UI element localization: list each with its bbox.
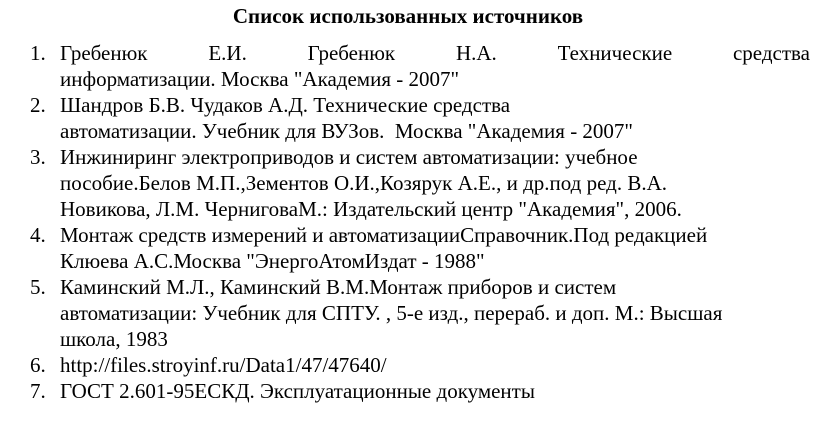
list-item bbox=[0, 378, 810, 404]
item-text-line: автоматизации. Учебник для ВУЗов. Москва "Академия - 2007" bbox=[60, 119, 634, 143]
item-text-line: информатизации. Москва "Академия - 2007" bbox=[60, 67, 460, 91]
list-item bbox=[0, 352, 810, 378]
list-item bbox=[0, 40, 810, 92]
item-text-line: Монтаж средств измерений и автоматизацииСправочник.Под редакцией bbox=[60, 223, 708, 247]
item-text-line: ГОСТ 2.601-95ЕСКД. Эксплуатационные документы bbox=[60, 379, 535, 403]
list-item bbox=[0, 144, 810, 222]
item-text-line: Шандров Б.В. Чудаков А.Д. Технические средства bbox=[60, 93, 511, 117]
item-number: 7. bbox=[30, 379, 46, 403]
item-text-line: школа, 1983 bbox=[60, 327, 168, 351]
item-text-line: Новикова, Л.М. ЧерниговаМ.: Издательский центр "Академия", 2006. bbox=[60, 197, 682, 221]
item-text-line: Каминский М.Л., Каминский В.М.Монтаж приборов и систем bbox=[60, 275, 617, 299]
list-item bbox=[0, 222, 810, 274]
list-item bbox=[0, 92, 810, 144]
item-text-line: Клюева А.С.Москва "ЭнергоАтомИздат - 1988" bbox=[60, 249, 485, 273]
item-text-line: автоматизации: Учебник для СПТУ. , 5-е изд., перераб. и доп. М.: Высшая bbox=[60, 301, 723, 325]
item-number: 4. bbox=[30, 223, 46, 247]
item-text-line: Инжиниринг электроприводов и систем автоматизации: учебное bbox=[60, 145, 638, 169]
page-title: Список использованных источников bbox=[232, 4, 584, 28]
item-number: 2. bbox=[30, 93, 46, 117]
list-item bbox=[0, 274, 810, 352]
item-number: 3. bbox=[30, 145, 46, 169]
item-number: 6. bbox=[30, 353, 46, 377]
item-text-line: Гребенюк Е.И. Гребенюк Н.А. Технические средства bbox=[60, 41, 810, 65]
item-number: 1. bbox=[30, 41, 46, 65]
reference-url-text: http://files.stroyinf.ru/Data1/47/47640/ bbox=[60, 353, 387, 377]
item-number: 5. bbox=[30, 275, 46, 299]
reference-list bbox=[0, 40, 816, 404]
item-text-line: пособие.Белов М.П.,Зементов О.И.,Козярук А.Е., и др.под ред. В.А. bbox=[60, 171, 668, 195]
